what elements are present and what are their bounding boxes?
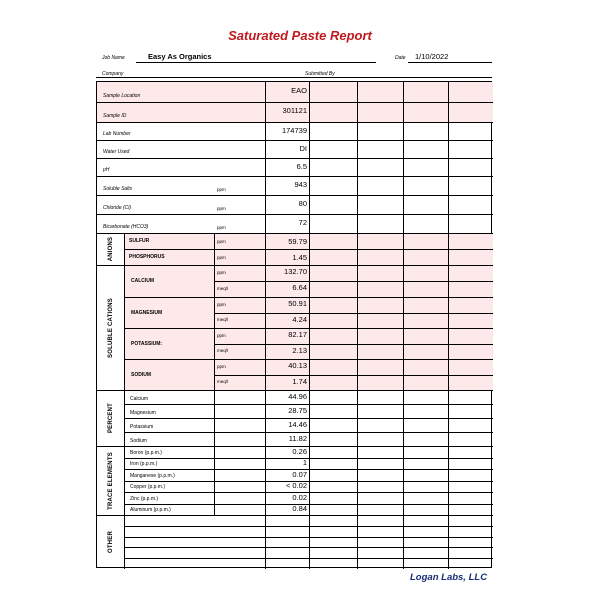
cation-sodium-unit1: ppm <box>217 363 226 369</box>
data-cell <box>309 265 357 281</box>
trace-unit-cell <box>214 458 265 470</box>
date-value: 1/10/2022 <box>415 52 449 61</box>
trace-copper-value: < 0.02 <box>285 481 307 490</box>
data-cell <box>403 515 448 526</box>
row-label-ph: pH <box>103 167 110 173</box>
data-cell <box>357 504 403 516</box>
anion-sulfur-value: 59.79 <box>288 236 307 246</box>
percent-magnesium-label: Magnesium <box>130 410 156 416</box>
data-cell <box>448 281 493 297</box>
trace-copper-label: Copper (p.p.m.) <box>130 484 166 490</box>
job-name-label: Job Name <box>102 55 125 61</box>
value-sample-location: EAO <box>291 86 307 95</box>
trace-iron-label: Iron (p.p.m.) <box>130 461 158 467</box>
data-cell <box>448 102 493 122</box>
data-cell <box>403 492 448 504</box>
anion-phosphorus-value: 1.45 <box>292 252 307 262</box>
value-bicarbonate: 72 <box>298 218 307 227</box>
data-cell <box>403 249 448 265</box>
data-cell <box>357 82 403 102</box>
data-cell <box>448 492 493 504</box>
data-cell <box>309 82 357 102</box>
row-label-sample-id: Sample ID <box>103 113 127 119</box>
data-cell <box>403 481 448 493</box>
cation-sodium-value1: 40.13 <box>288 361 307 370</box>
anions-section-label: ANIONS <box>107 236 114 262</box>
data-cell <box>309 446 357 458</box>
data-cell <box>357 344 403 360</box>
data-cell <box>357 558 403 569</box>
row-label-cell <box>97 82 265 102</box>
trace-zinc-label: Zinc (p.p.m.) <box>130 495 159 502</box>
anion-sulfur-unit: ppm <box>217 238 226 244</box>
row-label-bicarbonate: Bicarbonate (HCO3) <box>103 224 149 230</box>
data-cell <box>309 375 357 391</box>
data-cell <box>403 122 448 140</box>
data-cell <box>448 558 493 569</box>
data-cell <box>448 537 493 548</box>
data-cell <box>357 265 403 281</box>
data-cell <box>309 481 357 493</box>
anion-phosphorus-unit: ppm <box>217 254 226 260</box>
data-cell <box>309 492 357 504</box>
other-value-cell <box>265 558 309 569</box>
trace-unit-cell <box>214 446 265 458</box>
data-cell <box>448 158 493 176</box>
data-cell <box>309 297 357 313</box>
data-cell <box>448 140 493 158</box>
data-cell <box>357 547 403 558</box>
data-cell <box>403 297 448 313</box>
data-cell <box>357 328 403 344</box>
percent-unit-cell <box>214 390 265 404</box>
data-cell <box>357 446 403 458</box>
data-cell <box>403 375 448 391</box>
cation-sodium-label: SODIUM <box>131 371 151 378</box>
percent-section-label: PERCENT <box>107 402 114 434</box>
data-cell <box>403 390 448 404</box>
other-label-cell <box>124 515 265 526</box>
data-cell <box>448 82 493 102</box>
data-cell <box>357 281 403 297</box>
trace-manganese-value: 0.07 <box>292 469 307 479</box>
data-cell <box>448 375 493 391</box>
data-cell <box>357 432 403 446</box>
data-cell <box>403 504 448 516</box>
data-cell <box>357 313 403 329</box>
data-cell <box>448 359 493 375</box>
data-cell <box>357 492 403 504</box>
other-value-cell <box>265 515 309 526</box>
trace-aluminum-label: Aluminum (p.p.m.) <box>130 507 171 513</box>
cation-magnesium-unit1: ppm <box>217 301 226 307</box>
trace-boron-label: Boron (p.p.m.) <box>130 449 162 456</box>
trace-zinc-value: 0.02 <box>292 492 307 502</box>
percent-potassium-value: 14.46 <box>288 419 307 429</box>
data-cell <box>357 404 403 418</box>
unit-soluble-salts: ppm <box>217 186 226 192</box>
data-cell <box>403 526 448 537</box>
data-cell <box>403 418 448 432</box>
data-cell <box>357 469 403 481</box>
lab-name: Logan Labs, LLC <box>410 572 488 583</box>
data-cell <box>357 359 403 375</box>
percent-magnesium-value: 28.75 <box>288 405 307 415</box>
data-cell <box>403 404 448 418</box>
data-cell <box>403 537 448 548</box>
data-cell <box>448 526 493 537</box>
data-cell <box>448 458 493 470</box>
cation-potassium-value2: 2.13 <box>292 345 307 355</box>
data-cell <box>357 122 403 140</box>
other-label-cell <box>124 547 265 558</box>
data-cell <box>309 432 357 446</box>
data-cell <box>357 390 403 404</box>
data-cell <box>448 297 493 313</box>
data-cell <box>309 404 357 418</box>
data-cell <box>357 515 403 526</box>
data-cell <box>448 344 493 360</box>
data-cell <box>309 281 357 297</box>
data-cell <box>448 515 493 526</box>
cation-potassium-unit1: ppm <box>217 332 226 338</box>
percent-unit-cell <box>214 432 265 446</box>
data-cell <box>357 418 403 432</box>
data-cell <box>448 214 493 233</box>
data-cell <box>403 265 448 281</box>
cation-potassium-value1: 82.17 <box>288 330 307 339</box>
value-chloride: 80 <box>298 199 307 208</box>
data-cell <box>357 140 403 158</box>
job-name-value: Easy As Organics <box>148 52 212 61</box>
data-cell <box>357 297 403 313</box>
cation-calcium-label: CALCIUM <box>131 278 155 284</box>
data-cell <box>403 313 448 329</box>
row-label-sample-location: Sample Location <box>103 93 141 99</box>
percent-potassium-label: Potassium <box>130 424 154 430</box>
unit-chloride: ppm <box>217 205 226 211</box>
data-cell <box>357 102 403 122</box>
data-cell <box>309 176 357 195</box>
data-cell <box>448 504 493 516</box>
report-title: Saturated Paste Report <box>228 28 372 43</box>
data-cell <box>309 504 357 516</box>
data-cell <box>309 140 357 158</box>
data-cell <box>403 446 448 458</box>
data-cell <box>309 359 357 375</box>
trace-aluminum-value: 0.84 <box>292 504 307 513</box>
data-cell <box>357 195 403 214</box>
data-cell <box>403 102 448 122</box>
cation-magnesium-label: MAGNESIUM <box>131 309 163 316</box>
cation-magnesium-value1: 50.91 <box>288 299 307 308</box>
data-cell <box>403 458 448 470</box>
report-grid <box>96 81 492 568</box>
data-cell <box>309 526 357 537</box>
percent-sodium-value: 11.82 <box>288 433 307 443</box>
data-cell <box>357 481 403 493</box>
data-cell <box>448 469 493 481</box>
data-cell <box>403 158 448 176</box>
submitted-by-label: Submitted By <box>305 71 335 77</box>
data-cell <box>403 344 448 360</box>
data-cell <box>403 214 448 233</box>
anion-phosphorus-label: PHOSPHORUS <box>129 254 165 260</box>
cation-calcium-unit1: ppm <box>217 270 226 275</box>
trace-manganese-label: Manganese (p.p.m.) <box>130 472 175 479</box>
data-cell <box>357 233 403 249</box>
row-label-cell <box>97 158 265 176</box>
row-label-soluble-salts: Soluble Salts <box>103 186 133 192</box>
other-value-cell <box>265 537 309 548</box>
data-cell <box>448 313 493 329</box>
data-cell <box>448 481 493 493</box>
cation-sodium-value2: 1.74 <box>292 376 307 386</box>
cation-magnesium-value2: 4.24 <box>292 314 307 324</box>
data-cell <box>309 122 357 140</box>
data-cell <box>448 328 493 344</box>
data-cell <box>448 446 493 458</box>
data-cell <box>357 214 403 233</box>
data-cell <box>309 102 357 122</box>
trace-iron-value: 1 <box>302 458 307 467</box>
data-cell <box>403 176 448 195</box>
percent-calcium-value: 44.96 <box>288 391 307 401</box>
cation-sodium-unit2: meq/l <box>217 379 229 385</box>
data-cell <box>403 558 448 569</box>
data-cell <box>309 158 357 176</box>
other-value-cell <box>265 547 309 558</box>
data-cell <box>309 328 357 344</box>
data-cell <box>448 265 493 281</box>
value-sample-id: 301121 <box>282 106 307 115</box>
data-cell <box>448 122 493 140</box>
data-cell <box>403 469 448 481</box>
value-water-used: DI <box>299 144 307 153</box>
percent-sodium-label: Sodium <box>130 438 147 444</box>
data-cell <box>309 418 357 432</box>
data-cell <box>357 375 403 391</box>
other-label-cell <box>124 558 265 569</box>
trace-boron-value: 0.26 <box>292 446 307 456</box>
data-cell <box>309 249 357 265</box>
other-label-cell <box>124 537 265 548</box>
data-cell <box>357 526 403 537</box>
unit-bicarbonate: ppm <box>217 224 226 230</box>
data-cell <box>448 176 493 195</box>
data-cell <box>309 558 357 569</box>
data-cell <box>403 233 448 249</box>
data-cell <box>309 214 357 233</box>
data-cell <box>357 458 403 470</box>
trace-unit-cell <box>214 504 265 516</box>
value-lab-number: 174739 <box>281 126 307 135</box>
cation-calcium-value2: 6.64 <box>292 283 307 292</box>
cation-calcium-unit2: meq/l <box>217 286 229 291</box>
data-cell <box>357 158 403 176</box>
data-cell <box>403 547 448 558</box>
row-label-water-used: Water Used <box>103 149 130 155</box>
data-cell <box>357 176 403 195</box>
data-cell <box>309 195 357 214</box>
other-section-label: OTHER <box>107 531 114 553</box>
cation-calcium-value1: 132.70 <box>284 267 307 276</box>
data-cell <box>309 469 357 481</box>
data-cell <box>403 359 448 375</box>
data-cell <box>403 432 448 446</box>
data-cell <box>448 195 493 214</box>
percent-unit-cell <box>214 418 265 432</box>
data-cell <box>309 458 357 470</box>
cation-potassium-label: POTASSIUM: <box>131 340 163 347</box>
trace-unit-cell <box>214 481 265 493</box>
data-cell <box>357 537 403 548</box>
other-value-cell <box>265 526 309 537</box>
trace-unit-cell <box>214 492 265 504</box>
row-label-lab-number: Lab Number <box>103 131 131 137</box>
data-cell <box>448 249 493 265</box>
data-cell <box>403 328 448 344</box>
data-cell <box>448 547 493 558</box>
row-label-chloride: Chloride (Cl) <box>103 205 132 211</box>
value-ph: 6.5 <box>296 162 307 171</box>
data-cell <box>309 537 357 548</box>
company-label: Company <box>102 71 124 77</box>
data-cell <box>309 344 357 360</box>
data-cell <box>448 418 493 432</box>
data-cell <box>403 82 448 102</box>
row-label-cell <box>97 102 265 122</box>
value-soluble-salts: 943 <box>294 180 307 189</box>
percent-unit-cell <box>214 404 265 418</box>
data-cell <box>309 390 357 404</box>
data-cell <box>309 313 357 329</box>
data-cell <box>309 515 357 526</box>
cation-magnesium-unit2: meq/l <box>217 317 229 323</box>
date-label: Date <box>395 55 406 61</box>
data-cell <box>448 404 493 418</box>
data-cell <box>403 140 448 158</box>
data-cell <box>448 233 493 249</box>
trace-unit-cell <box>214 469 265 481</box>
anion-sulfur-label: SULFUR <box>129 238 150 244</box>
trace-elements-section-label: TRACE ELEMENTS <box>107 451 114 510</box>
data-cell <box>357 249 403 265</box>
data-cell <box>403 195 448 214</box>
soluble-cations-section-label: SOLUBLE CATIONS <box>107 297 114 358</box>
other-label-cell <box>124 526 265 537</box>
percent-calcium-label: Calcium <box>130 396 149 402</box>
data-cell <box>309 547 357 558</box>
cation-potassium-unit2: meq/l <box>217 348 229 354</box>
data-cell <box>309 233 357 249</box>
data-cell <box>448 432 493 446</box>
data-cell <box>448 390 493 404</box>
data-cell <box>403 281 448 297</box>
